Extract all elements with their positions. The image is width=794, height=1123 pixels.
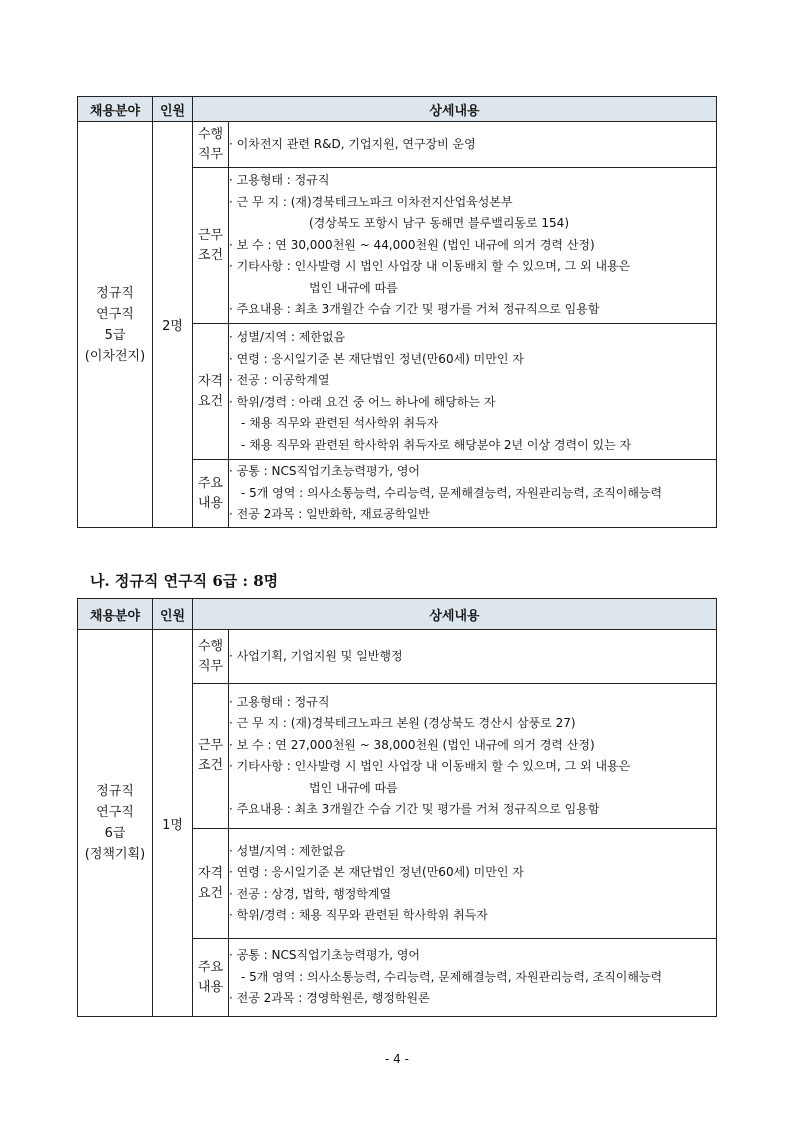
detail-cell: · 성별/지역 : 제한없음 · 연령 : 응시일기준 본 재단법인 정년(만60세) 미만인 자 · 전공 : 이공학계열 · 학위/경력 : 아래 요건 중 어느 하나에 해당하는 자 - 채용 직무와 관련된 석사학위 취득자 - 채용 직무와 관련된 학사학위 취득자로 해당분야 2년 이상 경력이 있는 자	[229, 324, 717, 460]
category-cell: 자격 요건	[193, 829, 229, 939]
category-cell: 주요 내용	[193, 939, 229, 1017]
detail-cell: · 이차전지 관련 R&D, 기업지원, 연구장비 운영	[229, 122, 717, 168]
category-cell: 수행 직무	[193, 630, 229, 684]
detail-cell: · 고용형태 : 정규직 · 근 무 지 : (재)경북테크노파크 이차전지산업육성본부 (경상북도 포항시 남구 동해면 블루밸리동로 154) · 보 수 : 연 30,000천원 ~ 44,000천원 (법인 내규에 의거 경력 산정) · 기타사항 : 인사발령 시 법인 사업장 내 이동배치 할 수 있으며, 그 외 내용은 법인 내규에 따름 · 주요내용 : 최초 3개월간 수습 기간 및 평가를 거쳐 정규직으로 임용함	[229, 168, 717, 324]
table-header-row	[78, 97, 717, 122]
table-row	[78, 122, 717, 168]
header-field: 채용분야	[78, 599, 153, 630]
detail-cell: · 성별/지역 : 제한없음 · 연령 : 응시일기준 본 재단법인 정년(만60세) 미만인 자 · 전공 : 상경, 법학, 행정학계열 · 학위/경력 : 채용 직무와 관련된 학사학위 취득자	[229, 829, 717, 939]
page-number: - 4 -	[385, 1052, 409, 1066]
header-field: 채용분야	[78, 97, 153, 122]
field-cell: 정규직 연구직 6급 (정책기획)	[78, 630, 153, 1017]
detail-cell: · 공통 : NCS직업기초능력평가, 영어 - 5개 영역 : 의사소통능력, 수리능력, 문제해결능력, 자원관리능력, 조직이해능력 · 전공 2과목 : 일반화학, 재료공학일반	[229, 460, 717, 528]
recruitment-table-grade5	[77, 96, 717, 528]
recruitment-table-grade6	[77, 598, 717, 1017]
header-count: 인원	[153, 599, 193, 630]
header-detail: 상세내용	[193, 599, 717, 630]
detail-cell: · 사업기획, 기업지원 및 일반행정	[229, 630, 717, 684]
category-cell: 자격 요건	[193, 324, 229, 460]
section-heading: 나. 정규직 연구직 6급 : 8명	[90, 572, 279, 590]
count-cell: 1명	[153, 630, 193, 1017]
category-cell: 근무 조건	[193, 684, 229, 829]
table-row	[78, 630, 717, 684]
category-cell: 수행 직무	[193, 122, 229, 168]
header-detail: 상세내용	[193, 97, 717, 122]
header-count: 인원	[153, 97, 193, 122]
field-cell: 정규직 연구직 5급 (이차전지)	[78, 122, 153, 528]
category-cell: 주요 내용	[193, 460, 229, 528]
detail-cell: · 고용형태 : 정규직 · 근 무 지 : (재)경북테크노파크 본원 (경상북도 경산시 삼풍로 27) · 보 수 : 연 27,000천원 ~ 38,000천원 (법인 내규에 의거 경력 산정) · 기타사항 : 인사발령 시 법인 사업장 내 이동배치 할 수 있으며, 그 외 내용은 법인 내규에 따름 · 주요내용 : 최초 3개월간 수습 기간 및 평가를 거쳐 정규직으로 임용함	[229, 684, 717, 829]
table-header-row	[78, 599, 717, 630]
category-cell: 근무 조건	[193, 168, 229, 324]
count-cell: 2명	[153, 122, 193, 528]
detail-cell: · 공통 : NCS직업기초능력평가, 영어 - 5개 영역 : 의사소통능력, 수리능력, 문제해결능력, 자원관리능력, 조직이해능력 · 전공 2과목 : 경영학원론, 행정학원론	[229, 939, 717, 1017]
